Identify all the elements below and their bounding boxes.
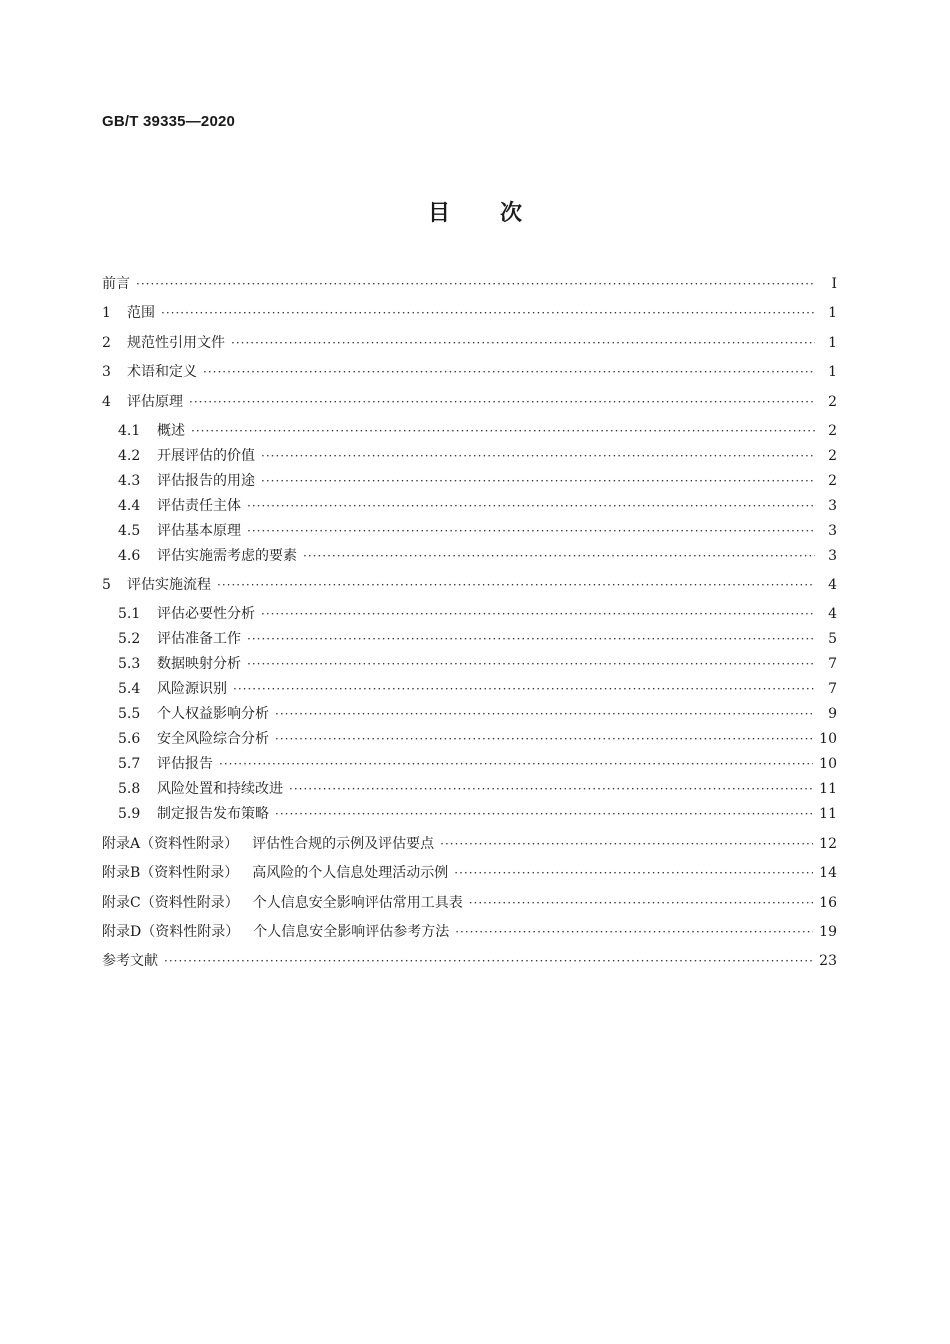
toc-entry-title: 安全风险综合分析 bbox=[157, 731, 269, 747]
toc-entry-number: 1 bbox=[102, 305, 111, 321]
toc-entry-title: 评估报告的用途 bbox=[157, 473, 255, 489]
toc-page-number: 4 bbox=[828, 577, 837, 593]
toc-page-number: Ⅰ bbox=[831, 276, 837, 292]
toc-leader-dots bbox=[203, 362, 815, 382]
toc-leader-dots bbox=[261, 604, 815, 624]
toc-appendix-entry[interactable] bbox=[102, 922, 837, 942]
toc-leader-dots bbox=[161, 303, 815, 323]
toc-entry-title: 风险处置和持续改进 bbox=[157, 781, 283, 797]
toc-entry-title: 评估基本原理 bbox=[157, 523, 241, 539]
toc-entry-title: 个人信息安全影响评估参考方法 bbox=[253, 924, 450, 940]
toc-page-number: 16 bbox=[819, 895, 837, 911]
toc-entry-title: 评估责任主体 bbox=[157, 498, 241, 514]
toc-entry-number: 4.3 bbox=[118, 473, 141, 489]
toc-entry[interactable] bbox=[102, 392, 837, 412]
toc-entry[interactable] bbox=[102, 274, 837, 294]
toc-leader-dots bbox=[247, 629, 815, 649]
toc-entry-number: 4.6 bbox=[118, 548, 141, 564]
toc-appendix-entry[interactable] bbox=[102, 863, 837, 883]
toc-entry-number: 5.3 bbox=[118, 656, 141, 672]
toc-entry-number: 5.9 bbox=[118, 806, 141, 822]
toc-entry-title: 概述 bbox=[157, 423, 185, 439]
toc-page-number: 1 bbox=[828, 364, 837, 380]
toc-leader-dots bbox=[247, 496, 815, 516]
toc-entry-title: 前言 bbox=[102, 276, 130, 292]
toc-leader-dots bbox=[217, 575, 815, 595]
toc-leader-dots bbox=[136, 274, 815, 294]
toc-entry-title: 参考文献 bbox=[102, 953, 158, 969]
toc-entry-number: 附录C（资料性附录） bbox=[102, 895, 239, 911]
toc-entry[interactable] bbox=[118, 804, 837, 824]
toc-leader-dots bbox=[289, 779, 813, 799]
toc-entry-title: 评估必要性分析 bbox=[157, 606, 255, 622]
toc-leader-dots bbox=[275, 804, 813, 824]
toc-entry-title: 范围 bbox=[127, 305, 155, 321]
toc-entry-number: 5.2 bbox=[118, 631, 141, 647]
toc-entry[interactable] bbox=[118, 604, 837, 624]
toc-entry[interactable] bbox=[118, 779, 837, 799]
toc-page-number: 7 bbox=[828, 656, 837, 672]
toc-entry[interactable] bbox=[118, 704, 837, 724]
toc-entry-title: 开展评估的价值 bbox=[157, 448, 255, 464]
toc-entry-number: 5 bbox=[102, 577, 111, 593]
toc-leader-dots bbox=[454, 863, 813, 883]
toc-entry[interactable] bbox=[118, 496, 837, 516]
toc-page-number: 7 bbox=[828, 681, 837, 697]
toc-page-number: 11 bbox=[819, 806, 837, 822]
toc-entry-number: 附录A（资料性附录） bbox=[102, 836, 239, 852]
toc-leader-dots bbox=[189, 392, 815, 412]
toc-entry-title: 高风险的个人信息处理活动示例 bbox=[252, 865, 449, 881]
toc-entry-number: 附录D（资料性附录） bbox=[102, 924, 240, 940]
toc-leader-dots bbox=[469, 893, 813, 913]
toc-entry-title: 风险源识别 bbox=[157, 681, 227, 697]
toc-page-number: 2 bbox=[828, 448, 837, 464]
toc-entry-number: 4.1 bbox=[118, 423, 141, 439]
toc-entry-number: 2 bbox=[102, 335, 111, 351]
toc-leader-dots bbox=[261, 471, 815, 491]
toc-page-number: 10 bbox=[819, 731, 837, 747]
toc-leader-dots bbox=[440, 834, 813, 854]
toc-entry-number: 4.5 bbox=[118, 523, 141, 539]
toc-entry-title: 制定报告发布策略 bbox=[157, 806, 269, 822]
toc-page-number: 1 bbox=[828, 335, 837, 351]
toc-entry-number: 4.4 bbox=[118, 498, 141, 514]
toc-leader-dots bbox=[303, 546, 815, 566]
toc-entry-number: 4.2 bbox=[118, 448, 141, 464]
toc-entry[interactable] bbox=[118, 521, 837, 541]
toc-page-number: 11 bbox=[819, 781, 837, 797]
toc-entry[interactable] bbox=[118, 421, 837, 441]
toc-appendix-entry[interactable] bbox=[102, 834, 837, 854]
toc-leader-dots bbox=[191, 421, 815, 441]
toc-entry-title: 评估原理 bbox=[127, 394, 183, 410]
toc-entry-title: 评估性合规的示例及评估要点 bbox=[252, 836, 435, 852]
toc-entry[interactable] bbox=[118, 729, 837, 749]
toc-entry-number: 5.5 bbox=[118, 706, 141, 722]
toc-entry-number: 5.7 bbox=[118, 756, 141, 772]
toc-leader-dots bbox=[275, 729, 813, 749]
toc-entry[interactable] bbox=[118, 679, 837, 699]
toc-page-number: 5 bbox=[828, 631, 837, 647]
toc-page-number: 9 bbox=[828, 706, 837, 722]
toc-leader-dots bbox=[247, 521, 815, 541]
toc-entry[interactable] bbox=[118, 629, 837, 649]
toc-entry[interactable] bbox=[102, 362, 837, 382]
toc-entry-title: 评估实施流程 bbox=[127, 577, 211, 593]
toc-page-number: 2 bbox=[828, 394, 837, 410]
toc-entry-title: 个人权益影响分析 bbox=[157, 706, 269, 722]
toc-entry-title: 评估实施需考虑的要素 bbox=[157, 548, 297, 564]
toc-page-number: 1 bbox=[828, 305, 837, 321]
toc-entry[interactable] bbox=[102, 333, 837, 353]
page-title: 目次 bbox=[427, 201, 572, 226]
toc-leader-dots bbox=[455, 922, 813, 942]
toc-leader-dots bbox=[219, 754, 813, 774]
toc-page-number: 14 bbox=[819, 865, 837, 881]
toc-entry[interactable] bbox=[102, 303, 837, 323]
toc-leader-dots bbox=[164, 951, 813, 971]
toc-entry-number: 4 bbox=[102, 394, 111, 410]
toc-page-number: 4 bbox=[828, 606, 837, 622]
toc-entry-title: 数据映射分析 bbox=[157, 656, 241, 672]
toc-leader-dots bbox=[231, 333, 815, 353]
toc-page-number: 2 bbox=[828, 423, 837, 439]
toc-entry[interactable] bbox=[118, 546, 837, 566]
toc-page-number: 23 bbox=[819, 953, 837, 969]
toc-leader-dots bbox=[233, 679, 815, 699]
toc-entry-number: 5.8 bbox=[118, 781, 141, 797]
toc-entry-number: 附录B（资料性附录） bbox=[102, 865, 239, 881]
toc-leader-dots bbox=[261, 446, 815, 466]
toc-entry-title: 评估报告 bbox=[157, 756, 213, 772]
toc-page-number: 19 bbox=[819, 924, 837, 940]
toc-entry-title: 个人信息安全影响评估常用工具表 bbox=[252, 895, 463, 911]
toc-appendix-entry[interactable] bbox=[102, 893, 837, 913]
standard-code: GB/T 39335—2020 bbox=[102, 113, 236, 130]
toc-entry-number: 3 bbox=[102, 364, 111, 380]
toc-entry-title: 术语和定义 bbox=[127, 364, 197, 380]
toc-leader-dots bbox=[275, 704, 815, 724]
toc-entry[interactable] bbox=[118, 654, 837, 674]
toc-page-number: 3 bbox=[828, 523, 837, 539]
toc-entry[interactable] bbox=[118, 471, 837, 491]
toc-entry[interactable] bbox=[118, 754, 837, 774]
toc-entry-number: 5.1 bbox=[118, 606, 141, 622]
toc-entry-number: 5.4 bbox=[118, 681, 141, 697]
toc-page-number: 3 bbox=[828, 548, 837, 564]
toc-page-number: 10 bbox=[819, 756, 837, 772]
toc-entry[interactable] bbox=[102, 575, 837, 595]
toc-page-number: 2 bbox=[828, 473, 837, 489]
toc-entry-title: 评估准备工作 bbox=[157, 631, 241, 647]
toc-entry[interactable] bbox=[102, 951, 837, 971]
toc-entry[interactable] bbox=[118, 446, 837, 466]
toc-entry-title: 规范性引用文件 bbox=[127, 335, 225, 351]
toc-page-number: 3 bbox=[828, 498, 837, 514]
toc-page-number: 12 bbox=[819, 836, 837, 852]
toc-entry-number: 5.6 bbox=[118, 731, 141, 747]
toc-leader-dots bbox=[247, 654, 815, 674]
